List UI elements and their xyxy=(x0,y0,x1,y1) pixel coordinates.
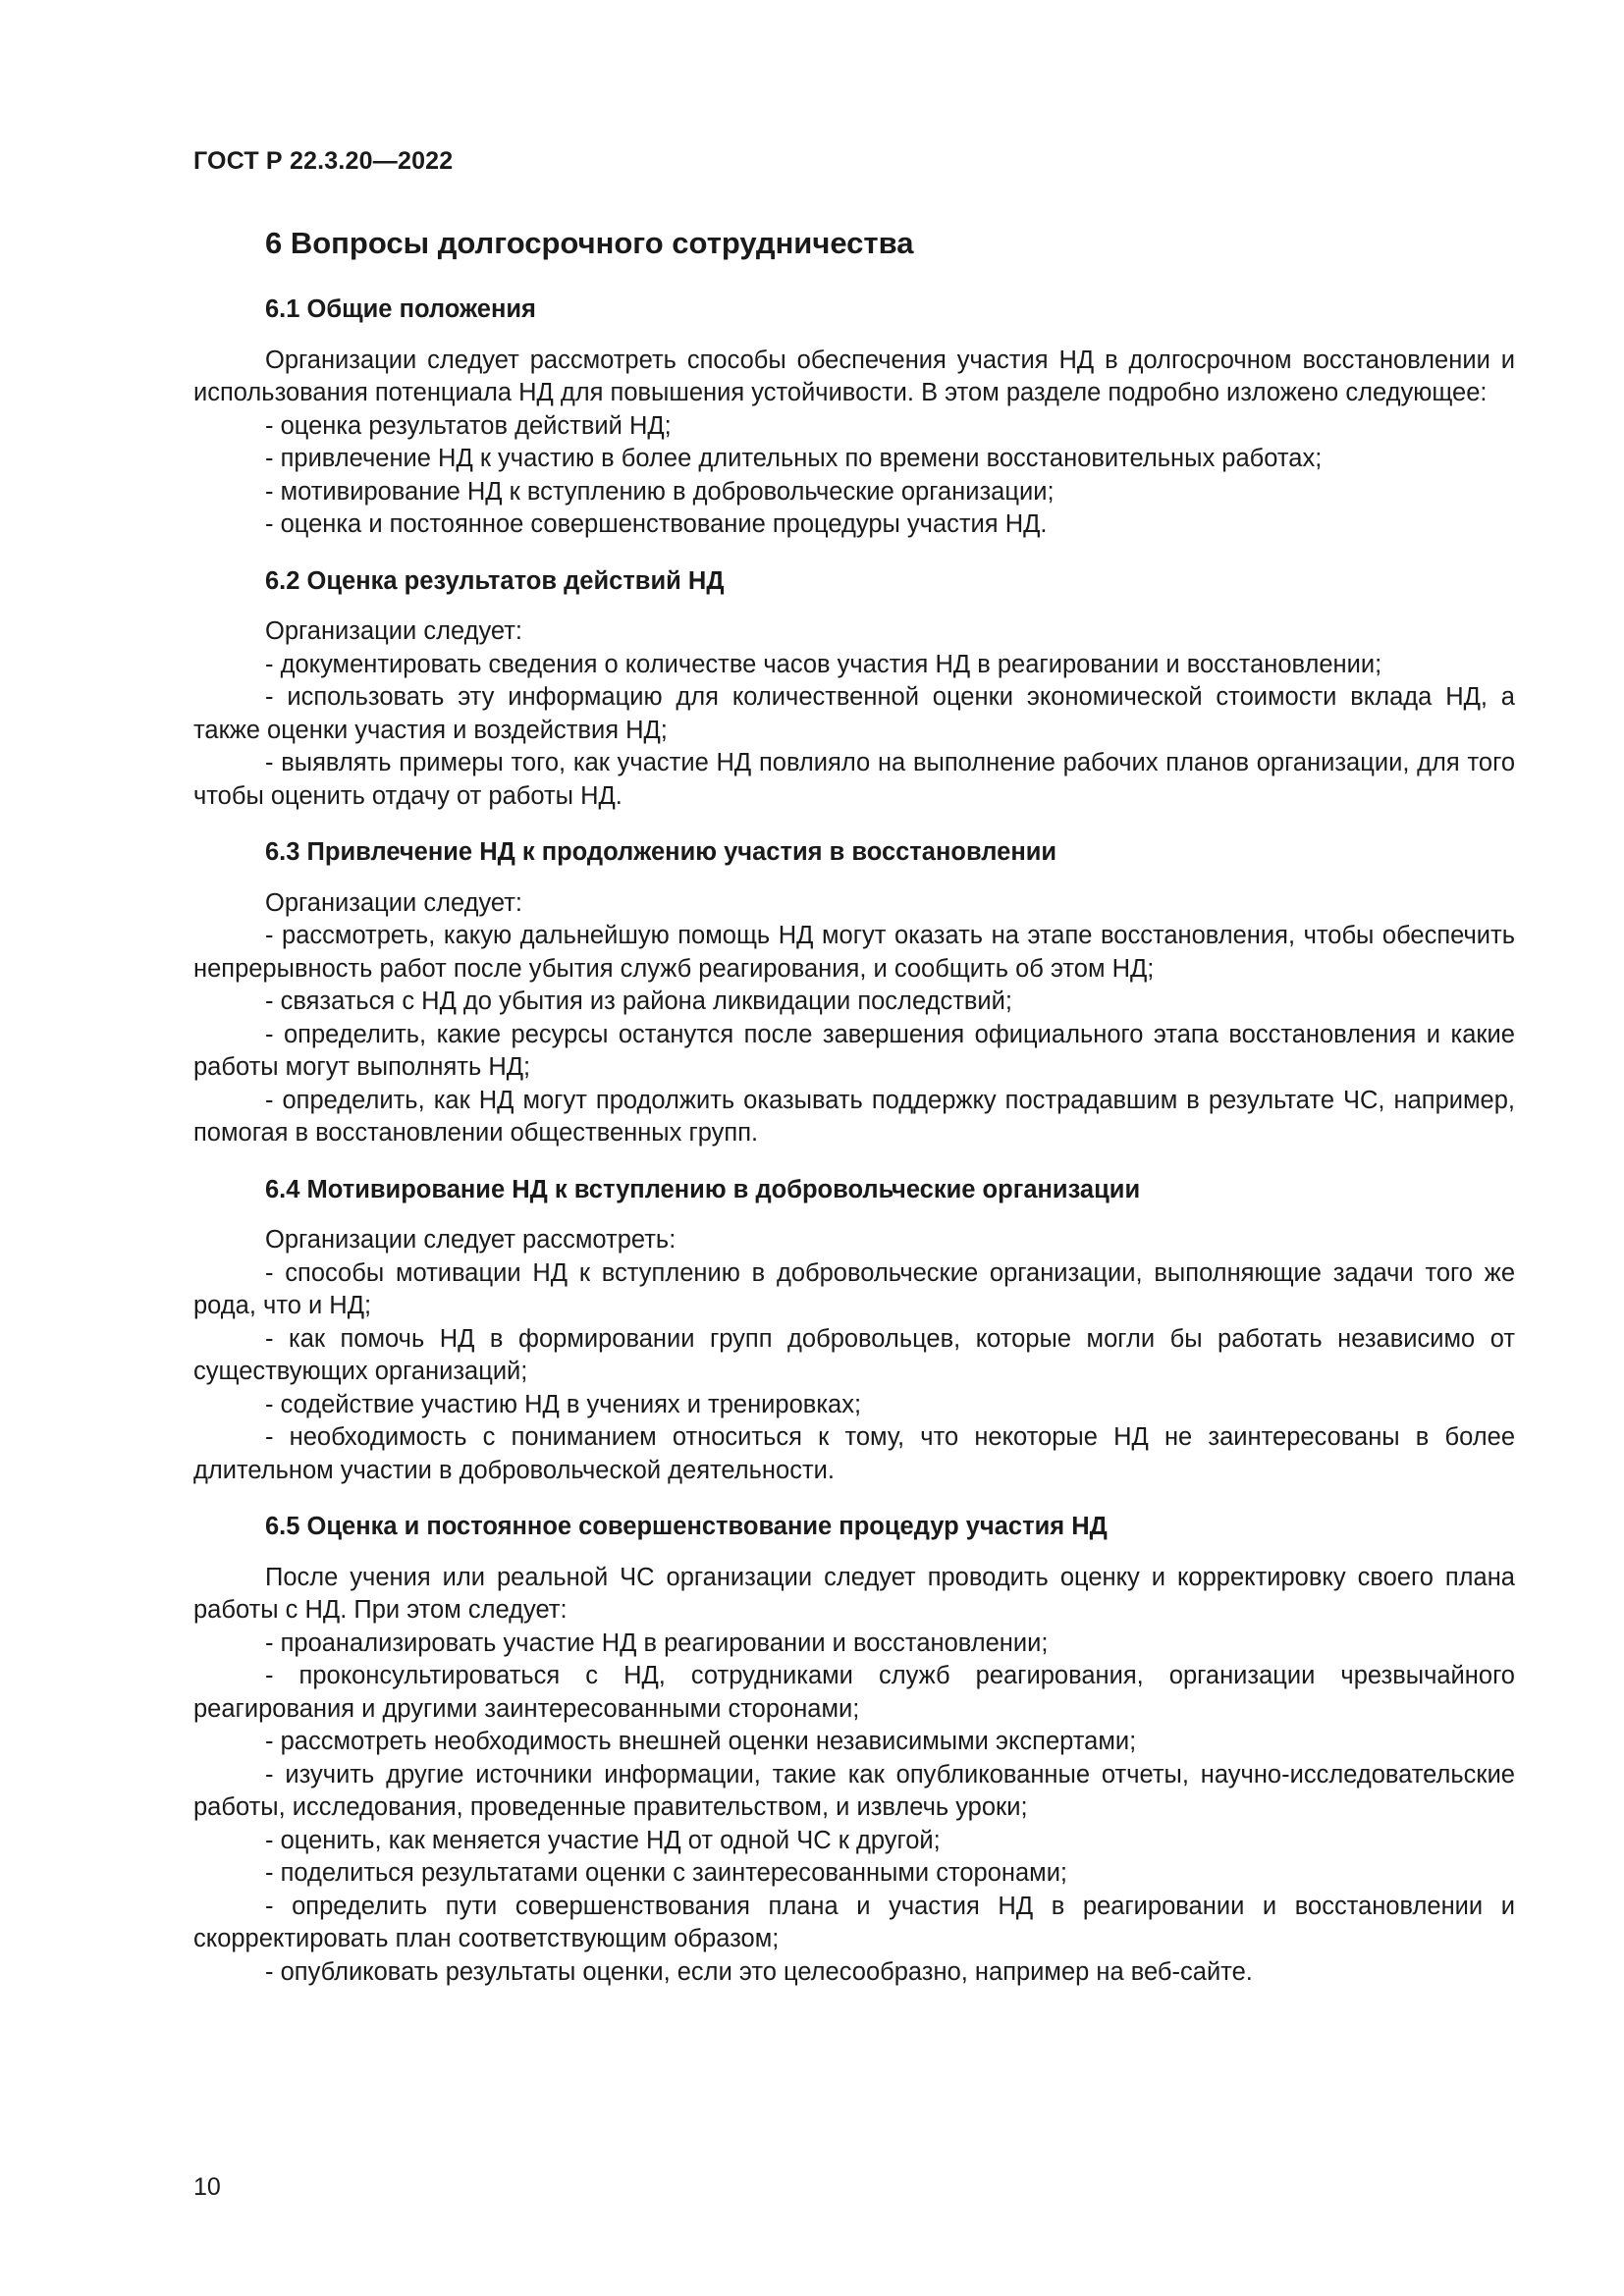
list-item: - рассмотреть необходимость внешней оценки независимыми экспертами; xyxy=(265,1728,1137,1755)
list-item: - привлечение НД к участию в более длительных по времени восстановительных работах; xyxy=(265,445,1323,472)
subsection-title: 6.3 Привлечение НД к продолжению участия в восстановлении xyxy=(265,838,1057,866)
paragraph: После учения или реальной ЧС организации следует проводить оценку и корректировку своего плана работы с НД. При этом следует: xyxy=(193,1563,1515,1624)
list-item: - оценка результатов действий НД; xyxy=(265,411,672,440)
page-number: 10 xyxy=(193,2173,221,2201)
paragraph: Организации следует рассмотреть: xyxy=(265,1226,677,1254)
list-item: - определить пути совершенствования плана и участия НД в реагировании и восстановлении и скорректировать план соответствующим образом; xyxy=(193,1892,1515,1952)
paragraph: Организации следует: xyxy=(265,888,523,917)
list-item: - оценить, как меняется участие НД от одной ЧС к другой; xyxy=(265,1826,941,1854)
document-code-header: ГОСТ Р 22.3.20—2022 xyxy=(193,147,454,175)
list-item: - как помочь НД в формировании групп добровольцев, которые могли бы работать независимо от существующих организаций; xyxy=(193,1324,1515,1385)
paragraph: Организации следует: xyxy=(265,617,523,645)
subsection-6-2 xyxy=(193,565,1515,814)
subsection-title: 6.1 Общие положения xyxy=(265,295,536,323)
list-item: - опубликовать результаты оценки, если это целесообразно, например на веб-сайте. xyxy=(265,1957,1253,1986)
subsection-6-5 xyxy=(193,1511,1515,1989)
list-item: - проанализировать участие НД в реагировании и восстановлении; xyxy=(265,1629,1049,1657)
subsection-6-1 xyxy=(193,294,1515,542)
list-item: - выявлять примеры того, как участие НД повлияло на выполнение рабочих планов организации, для того чтобы оценить отдачу от работы НД. xyxy=(193,749,1515,810)
list-item: - способы мотивации НД к вступлению в добровольческие организации, выполняющие задачи того же рода, что и НД; xyxy=(193,1258,1515,1319)
list-item: - проконсультироваться с НД, сотрудниками служб реагирования, организации чрезвычайного реагирования и другими заинтересованными сторонами; xyxy=(193,1662,1515,1723)
list-item: - оценка и постоянное совершенствование процедуры участия НД. xyxy=(265,510,1048,538)
list-item: - использовать эту информацию для количественной оценки экономической стоимости вклада НД, а также оценки участия и воздействия НД; xyxy=(193,683,1515,744)
list-item: - определить, какие ресурсы останутся после завершения официального этапа восстановления и какие работы могут выполнять НД; xyxy=(193,1020,1515,1081)
subsection-title: 6.4 Мотивирование НД к вступлению в добровольческие организации xyxy=(265,1175,1141,1203)
subsection-title: 6.2 Оценка результатов действий НД xyxy=(265,566,725,595)
list-item: - документировать сведения о количестве часов участия НД в реагировании и восстановлении; xyxy=(265,650,1382,678)
list-item: - определить, как НД могут продолжить оказывать поддержку пострадавшим в результате ЧС, например, помогая в восстановлении общественных групп. xyxy=(193,1086,1515,1147)
section-title: 6 Вопросы долгосрочного сотрудничества xyxy=(265,226,914,260)
list-item: - связаться с НД до убытия из района ликвидации последствий; xyxy=(265,988,1012,1015)
paragraph: Организации следует рассмотреть способы обеспечения участия НД в долгосрочном восстановлении и использования потенциала НД для повышения устойчивости. В этом разделе подробно изложено следующее: xyxy=(193,346,1515,406)
list-item: - необходимость с пониманием относиться к тому, что некоторые НД не заинтересованы в более длительном участии в добровольческой деятельности. xyxy=(193,1423,1515,1484)
list-item: - рассмотреть, какую дальнейшую помощь НД могут оказать на этапе восстановления, чтобы обеспечить непрерывность работ после убытия служб реагирования, и сообщить об этом НД; xyxy=(193,922,1515,983)
list-item: - содействие участию НД в учениях и тренировках; xyxy=(265,1390,862,1418)
list-item: - изучить другие источники информации, такие как опубликованные отчеты, научно-исследовательские работы, исследования, проведенные правительством, и извлечь уроки; xyxy=(193,1760,1515,1821)
list-item: - поделиться результатами оценки с заинтересованными сторонами; xyxy=(265,1859,1068,1887)
subsection-6-4 xyxy=(193,1174,1515,1488)
subsection-title: 6.5 Оценка и постоянное совершенствование процедур участия НД xyxy=(265,1513,1108,1540)
subsection-6-3 xyxy=(193,836,1515,1150)
page-content xyxy=(193,224,1515,2012)
list-item: - мотивирование НД к вступлению в добровольческие организации; xyxy=(265,477,1055,506)
